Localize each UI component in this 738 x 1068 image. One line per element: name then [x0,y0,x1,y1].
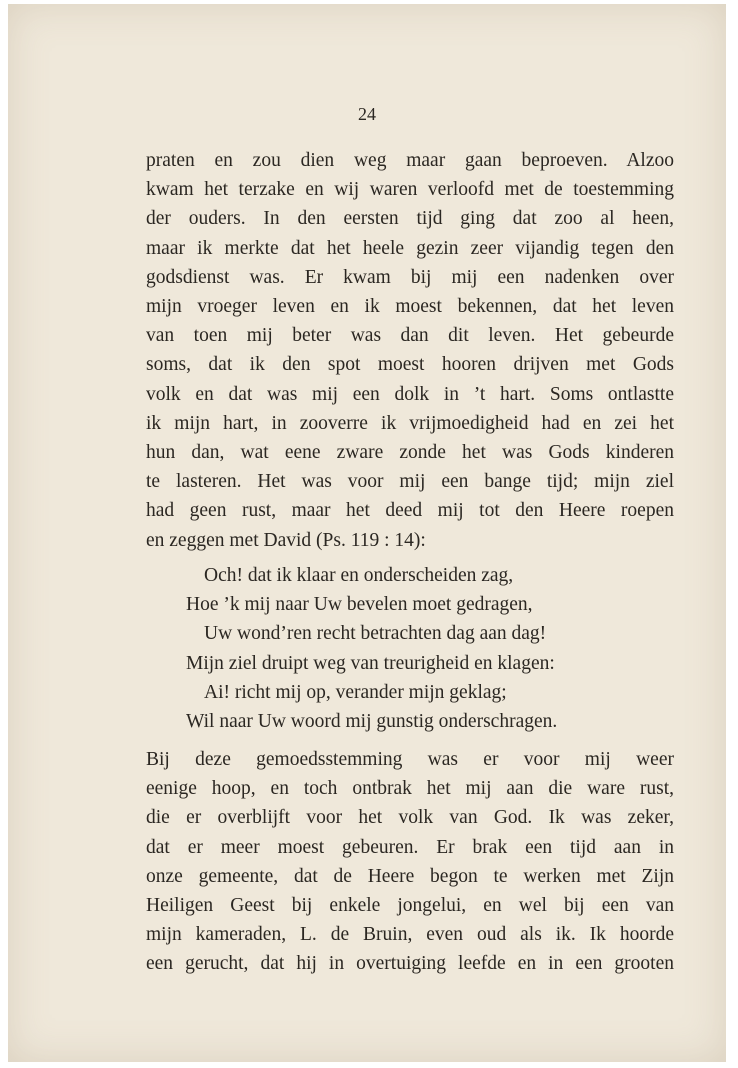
paragraph-1 [146,146,674,555]
text-line: een gerucht, dat hij in overtuiging leefde en in een grooten [146,953,674,975]
text-line: onze gemeente, dat de Heere begon te werken met Zijn [146,865,674,887]
verse-line: Mijn ziel druipt weg van treurigheid en klagen: [186,652,555,674]
verse-line: Ai! richt mij op, verander mijn geklag; [204,681,507,703]
text-line: van toen mij beter was dan dit leven. Het gebeurde [146,325,674,347]
text-line: Bij deze gemoedsstemming was er voor mij weer [146,749,674,770]
text-line: maar ik merkte dat het heele gezin zeer vijandig tegen den [146,237,674,259]
book-page [8,4,726,1062]
text-line: ik mijn hart, in zooverre ik vrijmoedigheid had en zei het [146,412,674,434]
text-line: die er overblijft voor het volk van God. Ik was zeker, [146,807,674,829]
text-line: der ouders. In den eersten tijd ging dat zoo al heen, [146,208,674,230]
verse-line: Och! dat ik klaar en onderscheiden zag, [204,565,514,586]
text-line: godsdienst was. Er kwam bij mij een nadenken over [146,266,674,288]
text-line: mijn kameraden, L. de Bruin, even oud als ik. Ik hoorde [146,924,674,946]
verse-line: Uw wond’ren recht betrachten dag aan dag! [204,623,547,645]
text-line: had geen rust, maar het deed mij tot den Heere roepen [146,500,674,522]
text-line: te lasteren. Het was voor mij een bange tijd; mijn ziel [146,471,674,493]
text-line: dat er meer moest gebeuren. Er brak een tijd aan in [146,836,674,858]
text-line: mijn vroeger leven en ik moest bekennen, dat het leven [146,296,674,318]
text-line: kwam het terzake en wij waren verloofd met de toestemming [146,179,674,201]
psalm-verse [186,561,666,736]
text-line: eenige hoop, en toch ontbrak het mij aan die ware rust, [146,778,674,800]
verse-line: Wil naar Uw woord mij gunstig onderschragen. [186,711,558,733]
text-line: hun dan, wat eene zware zonde het was Gods kinderen [146,442,674,464]
text-line: soms, dat ik den spot moest hooren drijven met Gods [146,354,674,376]
text-line: volk en dat was mij een dolk in ’t hart. Soms ontlastte [146,383,674,405]
page-number: 24 [358,104,376,124]
text-line: Heiligen Geest bij enkele jongelui, en wel bij een van [146,895,674,917]
text-line: praten en zou dien weg maar gaan beproeven. Alzoo [146,150,674,171]
text-line: en zeggen met David (Ps. 119 : 14): [146,529,426,551]
paragraph-2 [146,745,674,979]
verse-line: Hoe ’k mij naar Uw bevelen moet gedragen, [186,594,533,616]
